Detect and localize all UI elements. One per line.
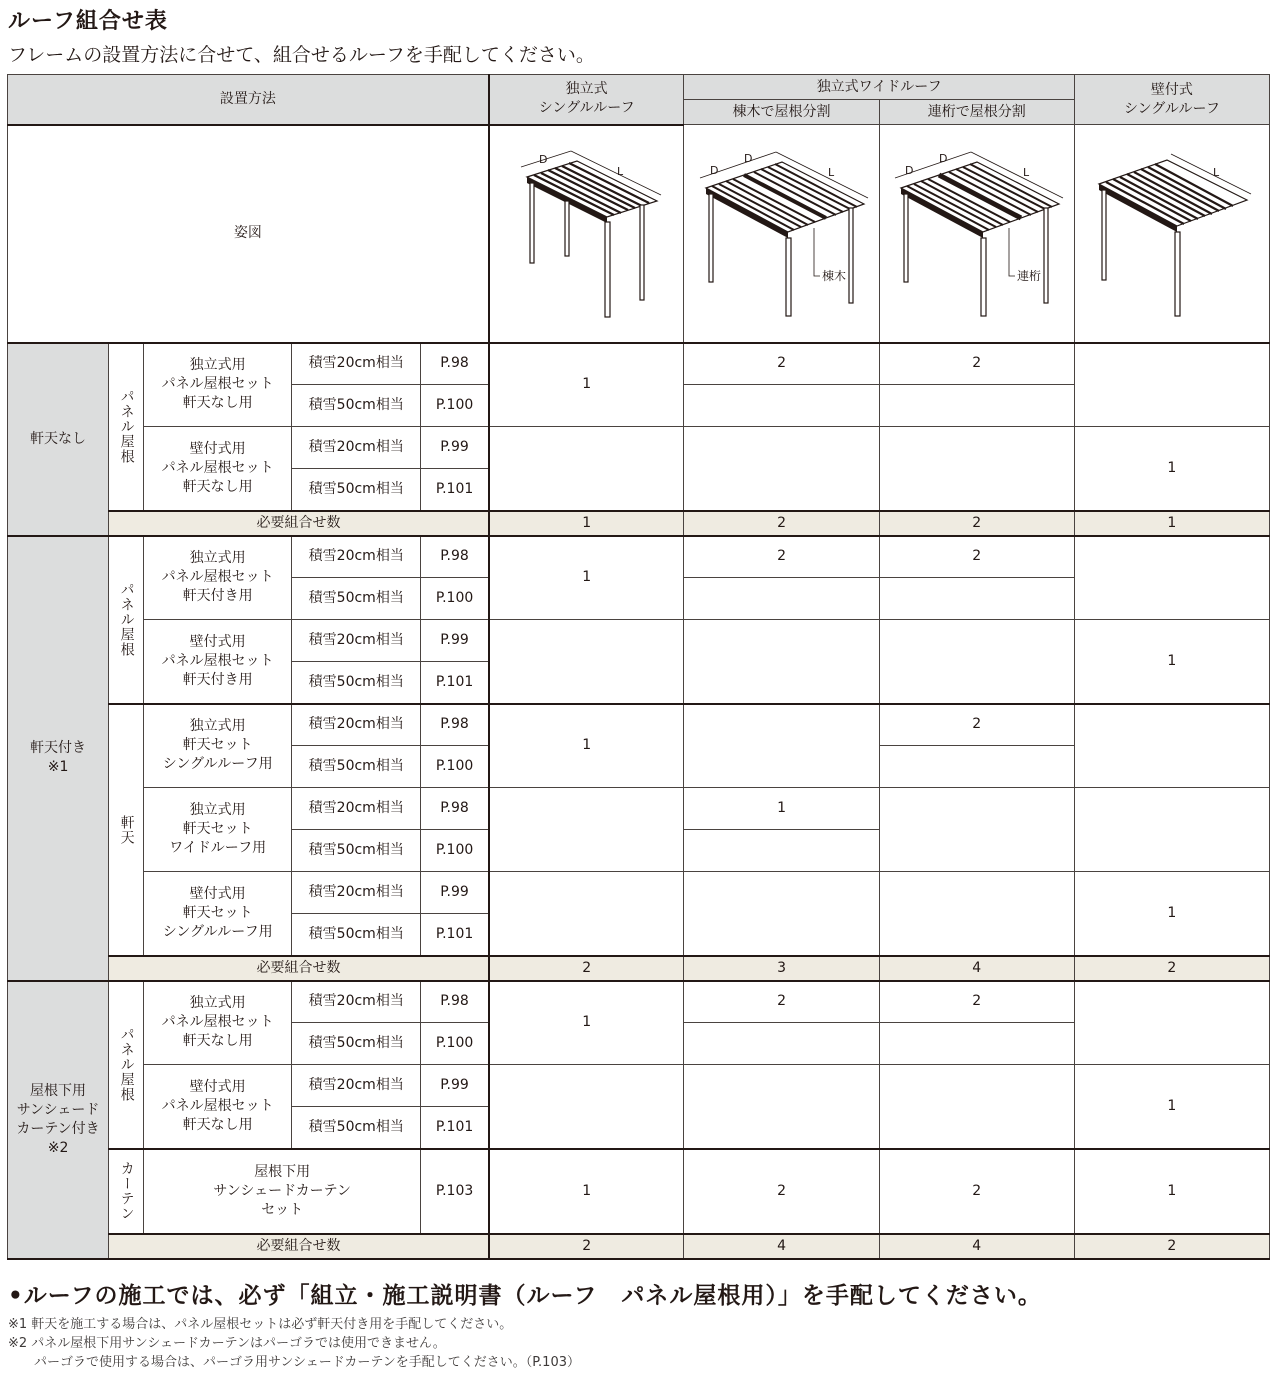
footnote-1: ※1 軒天を施工する場合は、パネル屋根セットは必ず軒天付き用を手配してください。	[8, 1317, 513, 1332]
dim-l: L	[1022, 166, 1029, 180]
snow-50: 積雪50cm相当	[292, 830, 421, 872]
footnote-3: パーゴラで使用する場合は、パーゴラ用サンシェードカーテンを手配してください。（P.103）	[8, 1355, 580, 1370]
dim-d: D	[538, 152, 548, 166]
sec3-sub1: パネル屋根	[118, 1027, 135, 1102]
figure-row-label: 姿図	[8, 125, 489, 343]
sec2-total-4: 2	[1074, 956, 1269, 981]
sec3-a4: 1	[1074, 1065, 1269, 1149]
snow-20: 積雪20cm相当	[292, 872, 421, 914]
snow-20: 積雪20cm相当	[292, 981, 421, 1023]
dim-d: D	[743, 152, 753, 166]
sec1-c3: 2	[879, 343, 1074, 385]
snow-50: 積雪50cm相当	[292, 1107, 421, 1149]
wide-roof-munagi-figure	[692, 148, 872, 318]
sec3-a2: 2	[684, 981, 879, 1023]
main-note: •ルーフの施工では、必ず「組立・施工説明書（ルーフ パネル屋根用）」を手配してください。	[8, 1283, 1042, 1309]
sec2-c2: 1	[684, 788, 879, 830]
page-ref: P.98	[421, 343, 489, 385]
sec1-required-label: 必要組合せ数	[109, 511, 489, 536]
sec2-item-5: 壁付式用 軒天セット シングルルーフ用	[144, 872, 292, 956]
sec3-a1: 1	[489, 981, 684, 1065]
figure-wide-munagi	[684, 125, 879, 343]
page-ref: P.99	[421, 1065, 489, 1107]
sec2-a4: 1	[1074, 620, 1269, 704]
sec2-item-3: 独立式用 軒天セット シングルルーフ用	[144, 704, 292, 788]
sec2-a2: 2	[684, 536, 879, 578]
sec1-c2: 2	[684, 343, 879, 385]
snow-20: 積雪20cm相当	[292, 536, 421, 578]
sec1-total-1: 1	[489, 511, 684, 536]
sec2-b3: 2	[879, 704, 1074, 746]
sec3-item-2: 壁付式用 パネル屋根セット 軒天なし用	[144, 1065, 292, 1149]
page-ref: P.100	[421, 830, 489, 872]
page-ref: P.98	[421, 981, 489, 1023]
sec3-total-4: 2	[1074, 1234, 1269, 1259]
sec3-sub2: カーテン	[118, 1161, 135, 1221]
header-method: 設置方法	[8, 75, 489, 125]
wall-roof-figure	[1087, 148, 1257, 318]
label-renketa: 連桁	[1016, 269, 1041, 284]
page-title: ルーフ組合せ表	[8, 9, 168, 34]
snow-50: 積雪50cm相当	[292, 914, 421, 956]
page-ref: P.99	[421, 620, 489, 662]
dim-d: D	[904, 164, 914, 178]
sec2-required-label: 必要組合せ数	[109, 956, 489, 981]
sec2-item-1: 独立式用 パネル屋根セット 軒天付き用	[144, 536, 292, 620]
sec1-item-2: 壁付式用 パネル屋根セット 軒天なし用	[144, 427, 292, 511]
sec3-c2: 2	[684, 1149, 879, 1234]
sec2-a1: 1	[489, 536, 684, 620]
page-ref: P.99	[421, 427, 489, 469]
snow-50: 積雪50cm相当	[292, 385, 421, 427]
sec1-sub: パネル屋根	[118, 389, 135, 464]
page-ref: P.101	[421, 469, 489, 511]
figure-single-freestanding	[489, 125, 684, 343]
figure-wide-renketa	[879, 125, 1074, 343]
snow-50: 積雪50cm相当	[292, 746, 421, 788]
dim-d: D	[938, 152, 948, 166]
sec2-label: 軒天付き ※1	[8, 536, 109, 981]
sec1-total-4: 1	[1074, 511, 1269, 536]
label-munagi: 棟木	[821, 269, 846, 284]
roof-combination-table	[7, 74, 1270, 1260]
sec2-sub1: パネル屋根	[118, 582, 135, 657]
sec1-label: 軒天なし	[8, 343, 109, 536]
header-col2: 棟木で屋根分割	[684, 100, 879, 125]
page-ref: P.100	[421, 385, 489, 427]
dim-l: L	[827, 166, 834, 180]
sec2-a3: 2	[879, 536, 1074, 578]
sec3-total-3: 4	[879, 1234, 1074, 1259]
single-roof-figure	[507, 149, 667, 319]
snow-50: 積雪50cm相当	[292, 662, 421, 704]
sec2-d4: 1	[1074, 872, 1269, 956]
sec1-item-1: 独立式用 パネル屋根セット 軒天なし用	[144, 343, 292, 427]
sec3-a3: 2	[879, 981, 1074, 1023]
sec3-total-1: 2	[489, 1234, 684, 1259]
page-ref: P.98	[421, 536, 489, 578]
sec3-c1: 1	[489, 1149, 684, 1234]
snow-20: 積雪20cm相当	[292, 788, 421, 830]
snow-20: 積雪20cm相当	[292, 427, 421, 469]
snow-50: 積雪50cm相当	[292, 578, 421, 620]
sec1-c1: 1	[489, 343, 684, 427]
sec2-total-3: 4	[879, 956, 1074, 981]
dim-l: L	[616, 164, 623, 178]
sec3-item-1: 独立式用 パネル屋根セット 軒天なし用	[144, 981, 292, 1065]
sec2-item-2: 壁付式用 パネル屋根セット 軒天付き用	[144, 620, 292, 704]
sec2-total-2: 3	[684, 956, 879, 981]
sec3-c3: 2	[879, 1149, 1074, 1234]
page-ref: P.98	[421, 788, 489, 830]
page-ref: P.101	[421, 1107, 489, 1149]
page-ref: P.99	[421, 872, 489, 914]
page-subtitle: フレームの設置方法に合せて、組合せるルーフを手配してください。	[8, 44, 595, 66]
header-col3: 連桁で屋根分割	[879, 100, 1074, 125]
header-col4: 壁付式 シングルルーフ	[1074, 75, 1269, 125]
sec3-label: 屋根下用 サンシェード カーテン付き ※2	[8, 981, 109, 1259]
sec2-sub2: 軒天	[118, 814, 135, 845]
snow-50: 積雪50cm相当	[292, 1023, 421, 1065]
sec3-required-label: 必要組合せ数	[109, 1234, 489, 1259]
header-col-wide: 独立式ワイドルーフ	[684, 75, 1074, 100]
sec1-c4: 1	[1074, 427, 1269, 511]
sec3-item-3: 屋根下用 サンシェードカーテン セット	[144, 1149, 421, 1234]
wide-roof-renketa-figure	[887, 148, 1067, 318]
header-col1: 独立式 シングルルーフ	[489, 75, 684, 125]
sec1-total-3: 2	[879, 511, 1074, 536]
sec2-item-4: 独立式用 軒天セット ワイドルーフ用	[144, 788, 292, 872]
page-ref: P.101	[421, 914, 489, 956]
sec3-c4: 1	[1074, 1149, 1269, 1234]
snow-20: 積雪20cm相当	[292, 620, 421, 662]
footnote-2: ※2 パネル屋根下用サンシェードカーテンはパーゴラでは使用できません。	[8, 1336, 446, 1351]
snow-20: 積雪20cm相当	[292, 704, 421, 746]
sec3-total-2: 4	[684, 1234, 879, 1259]
page-ref: P.100	[421, 746, 489, 788]
page-ref: P.98	[421, 704, 489, 746]
sec1-total-2: 2	[684, 511, 879, 536]
snow-20: 積雪20cm相当	[292, 343, 421, 385]
page-ref: P.100	[421, 1023, 489, 1065]
snow-50: 積雪50cm相当	[292, 469, 421, 511]
page-ref: P.101	[421, 662, 489, 704]
page-ref: P.100	[421, 578, 489, 620]
figure-single-wall	[1074, 125, 1269, 343]
snow-20: 積雪20cm相当	[292, 1065, 421, 1107]
page-ref: P.103	[421, 1149, 489, 1234]
dim-d: D	[709, 164, 719, 178]
sec2-b1: 1	[489, 704, 684, 788]
dim-l: L	[1212, 166, 1220, 180]
sec2-total-1: 2	[489, 956, 684, 981]
